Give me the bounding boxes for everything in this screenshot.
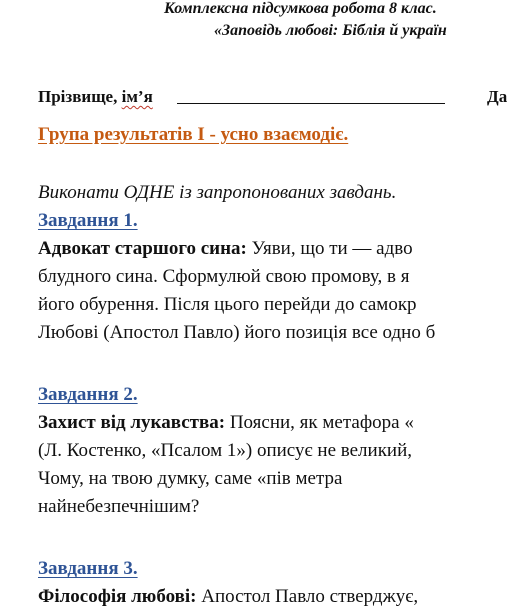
name-label-part1: Прізвище, [38,87,122,106]
date-label: Да [487,87,508,106]
task-1-line-2: блудного сина. Сформулюй свою промову, в я [38,266,410,287]
task-1-line-4: Любові (Апостол Павло) його позиція все одно б [38,322,436,343]
group-title: Група результатів І - усно взаємодіє. [38,124,349,145]
task-1-text-1: Уяви, що ти — адво [246,238,413,259]
task-2-line-4: найнебезпечнішим? [38,496,200,517]
header-subtitle: «Заповідь любові: Біблія й україн [214,22,447,39]
task-1-title: Завдання 1. [38,210,138,231]
task-1-line-1 [38,238,413,260]
task-2-line-1 [38,412,414,434]
header-title: Комплексна підсумкова робота 8 клас. [164,0,437,17]
task-2-line-2: (Л. Костенко, «Псалом 1») описує не великий, [38,440,413,461]
task-3-title: Завдання 3. [38,558,138,579]
task-3-text-1: Апостол Павло стверджує, [196,586,419,607]
task-3-lead: Філософія любові: [38,586,197,607]
task-3-line-1 [38,586,418,607]
task-1-lead: Адвокат старшого сина: [38,238,247,259]
task-1-line-3: його обурення. Після цього перейди до самокр [38,294,417,315]
task-2-text-1: Поясни, як метафора « [225,412,414,433]
name-label-part2: ім’я [121,87,153,106]
instruction-text: Виконати ОДНЕ із запропонованих завдань. [38,182,397,203]
name-blank-line[interactable] [177,103,445,104]
task-2-title: Завдання 2. [38,384,138,405]
task-2-lead: Захист від лукавства: [38,412,226,433]
task-2-line-3: Чому, на твою думку, саме «пів метра [38,468,343,489]
name-label [38,86,153,108]
